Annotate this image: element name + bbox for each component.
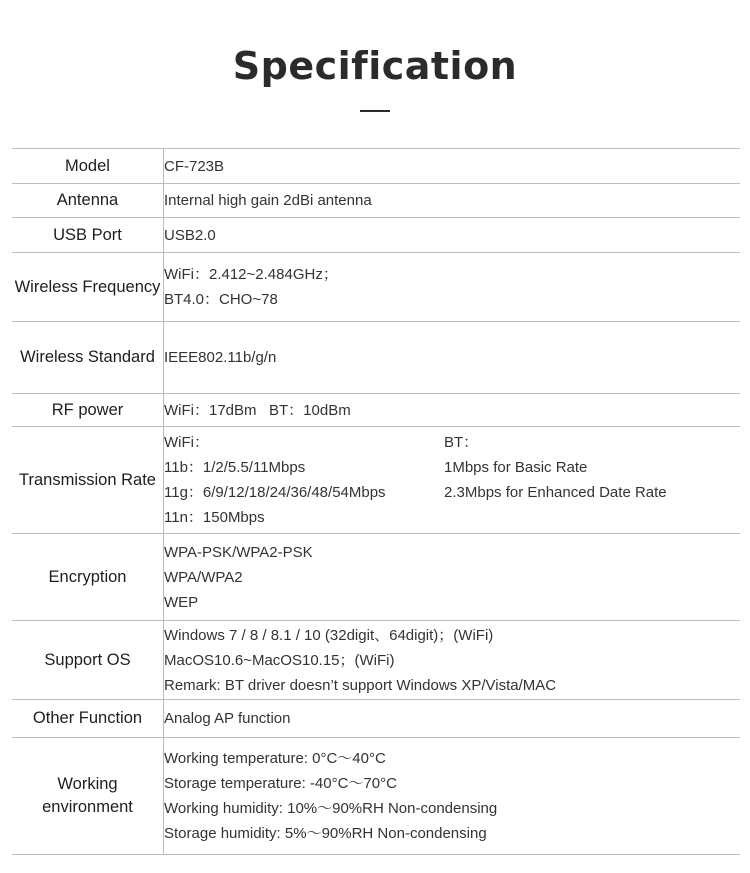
wireless-frequency-label: Wireless Frequency <box>12 253 164 322</box>
other-function-value: Analog AP function <box>164 700 741 738</box>
wifi-rate-heading: WiFi： <box>164 434 209 451</box>
row-support-os <box>12 621 740 700</box>
encryption-label: Encryption <box>12 534 164 621</box>
usb-port-value: USB2.0 <box>164 218 741 253</box>
usb-port-label: USB Port <box>12 218 164 253</box>
row-wireless-standard <box>12 322 740 394</box>
row-encryption <box>12 534 740 621</box>
other-function-label: Other Function <box>12 700 164 738</box>
wifi-rate-11b: 11b：1/2/5.5/11Mbps <box>164 459 306 476</box>
working-environment-value <box>164 738 741 855</box>
working-environment-label-line: Working <box>57 775 118 793</box>
row-antenna <box>12 184 740 218</box>
row-usb-port <box>12 218 740 253</box>
row-transmission-rate <box>12 427 740 534</box>
encryption-line: WEP <box>164 593 199 611</box>
bt-rate-column <box>444 430 740 530</box>
transmission-rate-value <box>164 427 741 534</box>
env-line-storage-temperature: Storage temperature: -40°C～70°C <box>164 775 397 792</box>
encryption-line: WPA/WPA2 <box>164 568 243 586</box>
encryption-value <box>164 534 741 621</box>
spec-table <box>12 148 740 855</box>
row-other-function <box>12 700 740 738</box>
support-os-label: Support OS <box>12 621 164 700</box>
working-environment-label <box>12 738 164 855</box>
os-line-windows: Windows 7 / 8 / 8.1 / 10 (32digit、64digit)；(WiFi) <box>164 626 494 644</box>
env-line-working-temperature: Working temperature: 0°C～40°C <box>164 750 386 767</box>
wireless-frequency-value <box>164 253 741 322</box>
row-rf-power <box>12 394 740 427</box>
bt-rate-heading: BT： <box>444 434 479 451</box>
row-working-environment <box>12 738 740 855</box>
rf-power-label: RF power <box>12 394 164 427</box>
bt-rate-enhanced: 2.3Mbps for Enhanced Date Rate <box>444 484 667 501</box>
frequency-line-bt: BT4.0：CHO~78 <box>164 291 278 308</box>
env-line-storage-humidity: Storage humidity: 5%～90%RH Non-condensing <box>164 825 487 842</box>
env-line-working-humidity: Working humidity: 10%～90%RH Non-condensing <box>164 800 498 817</box>
transmission-rate-label: Transmission Rate <box>12 427 164 534</box>
wifi-rate-11g: 11g：6/9/12/18/24/36/48/54Mbps <box>164 484 386 501</box>
antenna-value: Internal high gain 2dBi antenna <box>164 184 741 218</box>
os-line-macos: MacOS10.6~MacOS10.15；(WiFi) <box>164 651 395 669</box>
encryption-line: WPA-PSK/WPA2-PSK <box>164 543 313 561</box>
rf-power-value: WiFi：17dBm BT：10dBm <box>164 394 741 427</box>
wireless-standard-label: Wireless Standard <box>12 322 164 394</box>
support-os-value <box>164 621 741 700</box>
bt-rate-basic: 1Mbps for Basic Rate <box>444 459 588 476</box>
row-wireless-frequency <box>12 253 740 322</box>
antenna-label: Antenna <box>12 184 164 218</box>
title-divider <box>360 110 390 112</box>
page-title: Specification <box>232 44 518 88</box>
wifi-rate-11n: 11n：150Mbps <box>164 509 265 526</box>
os-line-remark: Remark: BT driver doesn’t support Windows XP/Vista/MAC <box>164 676 557 694</box>
model-value: CF-723B <box>164 149 741 184</box>
wireless-standard-value: IEEE802.11b/g/n <box>164 322 741 394</box>
working-environment-label-line: environment <box>42 798 133 816</box>
frequency-line-wifi: WiFi：2.412~2.484GHz； <box>164 266 338 283</box>
model-label: Model <box>12 149 164 184</box>
row-model <box>12 149 740 184</box>
wifi-rate-column <box>164 430 444 530</box>
